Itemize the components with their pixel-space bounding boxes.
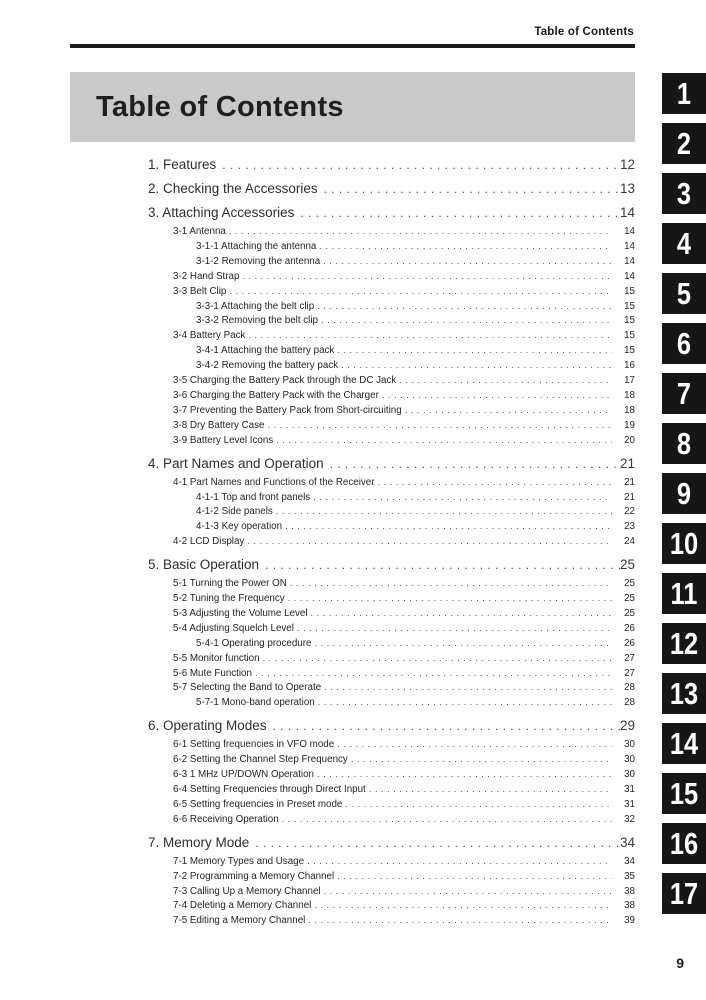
toc-entry-page: 15 [624,300,635,312]
toc-entry-label: 3-3-2 Removing the belt clip [196,315,318,327]
toc-entry-label: 7-4 Deleting a Memory Channel [173,900,312,912]
header-rule [70,44,635,48]
toc-entry-page: 12 [619,157,635,172]
dot-leader [307,855,612,870]
toc-entry-label: 3-4-2 Removing the battery pack [196,360,339,372]
dot-leader [382,389,612,404]
running-header-label: Table of Contents [534,26,634,38]
toc-entry-page: 28 [624,697,635,709]
toc-entry [148,870,635,885]
page-number: 9 [676,955,684,971]
toc-entry-page: 29 [619,718,635,734]
toc-entry [148,329,635,344]
toc-entry-page: 21 [624,476,635,488]
toc-entry [148,419,635,434]
chapter-tab-9 [662,473,706,514]
toc-entry-label: 6. Operating Modes [148,718,267,734]
toc-entry-label: 4. Part Names and Operation [148,455,324,471]
toc-entry [148,535,635,550]
toc-entry-label: 5-7-1 Mono-band operation [196,697,315,709]
toc-entry-page: 15 [624,330,635,342]
dot-leader [324,681,612,696]
chapter-tab-number: 7 [676,376,692,411]
chapter-tab-12 [662,623,706,664]
toc-entry-label: 3-4-1 Attaching the battery pack [196,345,335,357]
toc-entry-label: 3-5 Charging the Battery Pack through the DC Jack [173,375,397,387]
toc-entry [148,556,635,574]
dot-leader [242,270,612,285]
chapter-tab-number: 5 [676,276,692,311]
dot-leader [351,753,612,768]
chapter-tab-16 [662,823,706,864]
toc-entry [148,667,635,682]
toc-entry-page: 23 [624,521,635,533]
dot-leader [330,455,620,473]
dot-leader [265,556,620,574]
toc-entry-label: 4-1-3 Key operation [196,521,283,533]
chapter-tab-number: 4 [676,226,692,261]
toc-entry-page: 14 [624,226,635,237]
toc-entry [148,577,635,592]
toc-entry-page: 25 [619,557,635,573]
chapter-tab-number: 10 [669,526,699,561]
dot-leader [405,404,612,419]
toc-entry [148,622,635,637]
toc-entry-label: 5-6 Mute Function [173,667,252,679]
toc-entry [148,753,635,768]
toc-entry [148,255,635,270]
dot-leader [337,344,612,359]
toc-entry-label: 3-9 Battery Level Icons [173,434,274,446]
chapter-tab-number: 8 [676,426,692,461]
toc-entry [148,359,635,374]
chapter-tab-1 [662,73,706,114]
toc-entry-page: 20 [624,434,635,446]
toc-entry [148,455,635,473]
chapter-tab-8 [662,423,706,464]
chapter-tab-number: 17 [669,876,699,911]
dot-leader [314,899,612,914]
toc-entry-page: 17 [624,375,635,387]
dot-leader [345,798,612,813]
toc-entry-page: 30 [624,754,635,766]
chapter-tab-14 [662,723,706,764]
toc-entry-label: 3-7 Preventing the Battery Pack from Short-circuiting [173,404,402,416]
dot-leader [323,255,612,270]
toc-entry [148,505,635,520]
toc-entry-label: 6-5 Setting frequencies in Preset mode [173,798,343,810]
toc-entry-page: 14 [624,240,635,252]
chapter-tab-6 [662,323,706,364]
chapter-tab-10 [662,523,706,564]
toc-entry-label: 3-2 Hand Strap [173,270,240,282]
toc-entry-page: 15 [624,315,635,327]
toc-entry-page: 34 [624,855,635,867]
toc-entry [148,520,635,535]
toc-entry-page: 14 [624,270,635,282]
chapter-tab-4 [662,223,706,264]
dot-leader [263,652,612,667]
toc-entry-page: 25 [624,578,635,590]
toc-entry-page: 15 [624,345,635,357]
toc-entry-label: 4-1-1 Top and front panels [196,491,311,503]
toc-entry [148,434,635,449]
toc-entry [148,204,635,222]
toc-entry [148,314,635,329]
toc-entry-label: 1. Features [148,157,217,172]
dot-leader [319,240,612,255]
dot-leader [229,285,612,300]
toc-entry [148,798,635,813]
toc-entry-label: 5-7 Selecting the Band to Operate [173,682,322,694]
toc-entry-label: 5-4 Adjusting Squelch Level [173,622,294,634]
toc-entry-label: 3-6 Charging the Battery Pack with the Charger [173,389,379,401]
chapter-tab-15 [662,773,706,814]
toc-entry-page: 25 [624,593,635,605]
dot-leader [222,156,620,174]
toc-entry-page: 21 [619,455,635,471]
toc-entry-label: 3-3-1 Attaching the belt clip [196,300,315,312]
toc-entry-page: 16 [624,360,635,372]
toc-entry-page: 27 [624,667,635,679]
toc-entry [148,180,635,198]
toc-entry [148,813,635,828]
toc-entry [148,914,635,929]
toc-entry-page: 30 [624,769,635,781]
toc-entry-page: 18 [624,404,635,416]
toc-entry-page: 15 [624,285,635,297]
toc-entry-page: 26 [624,637,635,649]
chapter-tab-number: 13 [669,676,699,711]
dot-leader [288,592,612,607]
toc-entry-page: 31 [624,798,635,810]
toc-entry-page: 13 [619,181,635,196]
toc-entry-page: 34 [619,834,635,850]
dot-leader [337,870,612,885]
toc-entry-label: 3-4 Battery Pack [173,330,246,342]
dot-leader [267,419,612,434]
dot-leader [285,520,612,535]
toc-entry [148,885,635,900]
toc-entry-label: 3-8 Dry Battery Case [173,419,265,431]
toc-entry-page: 38 [624,885,635,897]
toc-entry-label: 5-2 Tuning the Frequency [173,593,285,605]
toc-entry-label: 4-2 LCD Display [173,536,245,548]
toc-entry-label: 3-1-1 Attaching the antenna [196,240,317,252]
dot-leader [308,914,612,929]
toc-entry-page: 30 [624,739,635,751]
toc-entry-page: 25 [624,607,635,619]
toc-entry-label: 7-1 Memory Types and Usage [173,855,305,867]
chapter-tab-number: 2 [676,126,692,161]
toc-entry [148,592,635,607]
dot-leader [337,738,612,753]
toc-entry-label: 6-4 Setting Frequencies through Direct Input [173,784,366,795]
toc-entry-label: 3. Attaching Accessories [148,205,295,220]
toc-entry-page: 35 [624,870,635,882]
chapter-tab-number: 15 [669,776,699,811]
dot-leader [317,768,612,783]
chapter-tab-7 [662,373,706,414]
toc-entry [148,156,635,174]
toc-entry [148,717,635,735]
toc-entry [148,374,635,389]
toc-entry [148,652,635,667]
dot-leader [341,359,612,374]
toc-entry-label: 6-6 Receiving Operation [173,813,279,825]
toc-entry-page: 27 [624,652,635,664]
toc-entry-page: 21 [624,491,635,503]
toc-entry-label: 5. Basic Operation [148,557,260,573]
toc-entry [148,855,635,870]
dot-leader [255,667,612,682]
toc-entry [148,637,635,652]
dot-leader [324,180,620,198]
toc-entry-page: 39 [624,915,635,927]
toc-entry-label: 2. Checking the Accessories [148,181,318,196]
toc-entry-label: 5-1 Turning the Power ON [173,578,287,590]
toc-entry-page: 18 [624,389,635,401]
chapter-tab-number: 1 [676,76,692,111]
toc-entry [148,768,635,783]
toc-entry-page: 28 [624,682,635,694]
toc-entry [148,696,635,711]
dot-leader [369,783,612,798]
dot-leader [248,329,612,344]
toc-entry-label: 6-1 Setting frequencies in VFO mode [173,739,335,751]
toc-entry-label: 5-3 Adjusting the Volume Level [173,607,308,619]
toc-entry [148,491,635,506]
toc-entry [148,240,635,255]
toc-entry-page: 31 [624,784,635,795]
toc-entry [148,404,635,419]
toc-entry [148,834,635,852]
toc-entry [148,285,635,300]
chapter-tab-number: 9 [676,476,692,511]
page-title: Table of Contents [96,90,344,123]
chapter-tab-number: 11 [670,576,698,611]
chapter-tab-number: 6 [676,326,692,361]
dot-leader [300,204,620,222]
toc-entry-label: 4-1-2 Side panels [196,506,273,518]
toc-entry-label: 7-2 Programming a Memory Channel [173,870,335,882]
dot-leader [314,637,612,652]
toc-entry [148,389,635,404]
toc-entry [148,344,635,359]
toc-entry-page: 22 [624,506,635,518]
dot-leader [247,535,612,550]
chapter-tab-5 [662,273,706,314]
dot-leader [229,225,612,240]
toc-entry-page: 32 [624,813,635,825]
toc-entry [148,681,635,696]
toc-entry-label: 3-1 Antenna [173,226,226,237]
chapter-tab-3 [662,173,706,214]
toc-entry [148,783,635,798]
dot-leader [297,622,612,637]
toc-entry-label: 5-5 Monitor function [173,652,260,664]
toc-entry-page: 26 [624,622,635,634]
toc-entry-label: 5-4-1 Operating procedure [196,637,312,649]
chapter-tab-number: 14 [669,726,699,761]
toc-entry [148,270,635,285]
toc-list [148,150,635,929]
toc-entry [148,738,635,753]
toc-entry-page: 24 [624,536,635,548]
dot-leader [324,885,612,900]
chapter-tab-number: 12 [669,626,699,661]
dot-leader [399,374,612,389]
toc-entry [148,476,635,491]
dot-leader [255,834,620,852]
title-banner [70,72,635,142]
toc-entry-page: 19 [624,419,635,431]
toc-entry-label: 3-1-2 Removing the antenna [196,255,321,267]
toc-entry-label: 6-2 Setting the Channel Step Frequency [173,754,348,766]
dot-leader [311,607,612,622]
toc-entry-page: 14 [624,255,635,267]
toc-entry [148,899,635,914]
dot-leader [273,717,620,735]
toc-entry-label: 7-3 Calling Up a Memory Channel [173,885,321,897]
toc-entry-label: 7. Memory Mode [148,834,250,850]
toc-entry-page: 14 [619,205,635,220]
dot-leader [377,476,612,491]
chapter-tab-2 [662,123,706,164]
toc-entry [148,300,635,315]
dot-leader [321,314,612,329]
chapter-tab-number: 3 [676,176,692,211]
chapter-tab-17 [662,873,706,914]
dot-leader [313,491,612,506]
toc-entry [148,225,635,240]
dot-leader [317,300,612,315]
chapter-tab-11 [662,573,706,614]
toc-entry-label: 3-3 Belt Clip [173,285,227,297]
dot-leader [276,505,612,520]
toc-entry-page: 38 [624,900,635,912]
dot-leader [276,434,612,449]
chapter-tab-number: 16 [669,826,699,861]
dot-leader [282,813,612,828]
toc-entry [148,607,635,622]
dot-leader [318,696,612,711]
toc-entry-label: 7-5 Editing a Memory Channel [173,915,306,927]
toc-entry-label: 4-1 Part Names and Functions of the Receiver [173,476,375,488]
chapter-tab-13 [662,673,706,714]
dot-leader [290,577,612,592]
toc-entry-label: 6-3 1 MHz UP/DOWN Operation [173,769,315,781]
